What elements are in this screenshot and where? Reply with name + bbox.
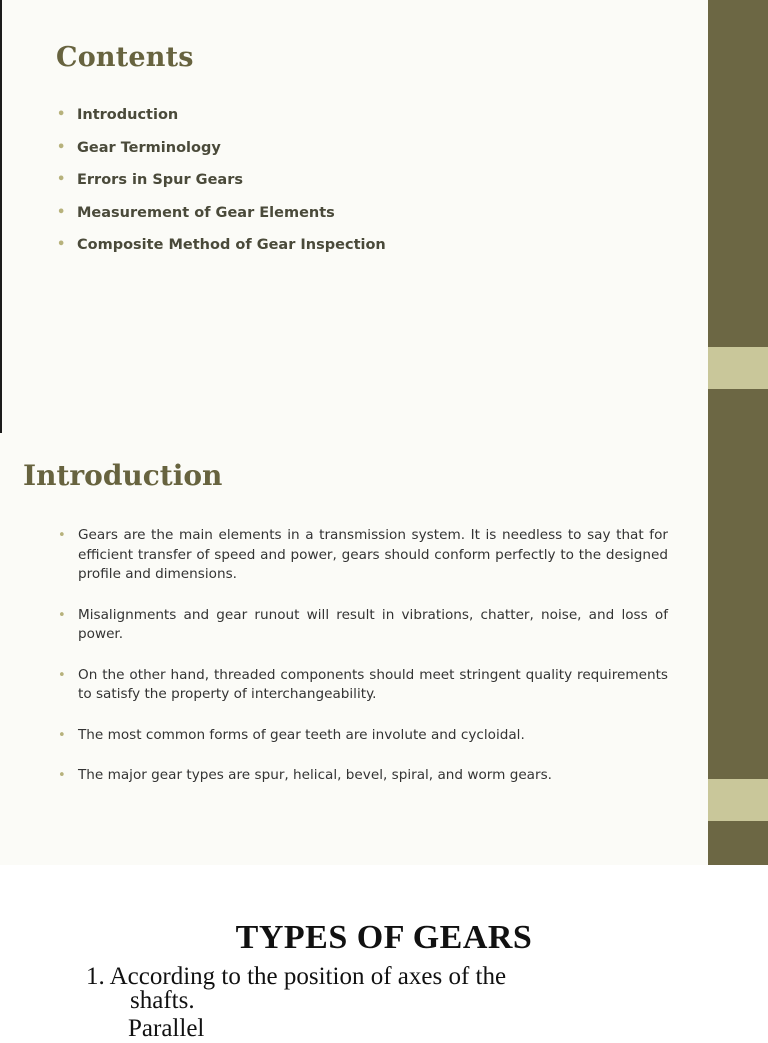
bullet-icon: • [57,172,66,188]
sub-item: Parallel [128,1015,205,1042]
types-list-item [86,965,686,1013]
slide-types-of-gears [0,865,768,1042]
bullet-icon: • [57,204,66,220]
item-text-line1: According to the position of axes of the [109,963,507,990]
bullet-icon: • [58,667,66,683]
contents-title: Contents [56,42,194,73]
decorative-band-light [708,347,768,389]
decorative-band [708,389,768,779]
bullet-icon: • [58,607,66,623]
bullet-icon: • [57,237,66,253]
bullet-icon: • [57,107,66,122]
slide-introduction [0,433,768,865]
decorative-band [708,0,768,347]
introduction-title: Introduction [23,459,223,492]
decorative-band [708,821,768,865]
bullet-icon: • [58,727,66,743]
contents-item: • Composite Method of Gear Inspection [57,234,386,267]
contents-item: • Errors in Spur Gears [57,169,386,202]
types-title: TYPES OF GEARS [235,919,533,956]
contents-list [57,104,386,267]
introduction-point: • The major gear types are spur, helical, bevel, spiral, and worm gears. [58,766,668,786]
introduction-point: • Gears are the main elements in a transmission system. It is needless to say that for efficient transfer of speed and power, gears should conform perfectly to the designed profile and dimensions. [58,527,668,582]
item-text-line2: shafts. [130,987,195,1014]
contents-item: • Measurement of Gear Elements [57,202,386,235]
contents-item: • Introduction [57,104,386,137]
item-number: 1. [86,963,105,990]
contents-item: • Gear Terminology [57,137,386,170]
decorative-band-light [708,779,768,821]
bullet-icon: • [57,139,66,155]
slide-contents [0,0,768,433]
introduction-point: • On the other hand, threaded components should meet stringent quality requirements to satisfy the property of interchangeability. [58,666,668,702]
introduction-point: • The most common forms of gear teeth are involute and cycloidal. [58,726,668,746]
introduction-points [58,526,668,807]
introduction-point: • Misalignments and gear runout will result in vibrations, chatter, noise, and loss of power. [58,606,668,642]
bullet-icon: • [58,768,66,783]
bullet-icon: • [58,528,66,543]
